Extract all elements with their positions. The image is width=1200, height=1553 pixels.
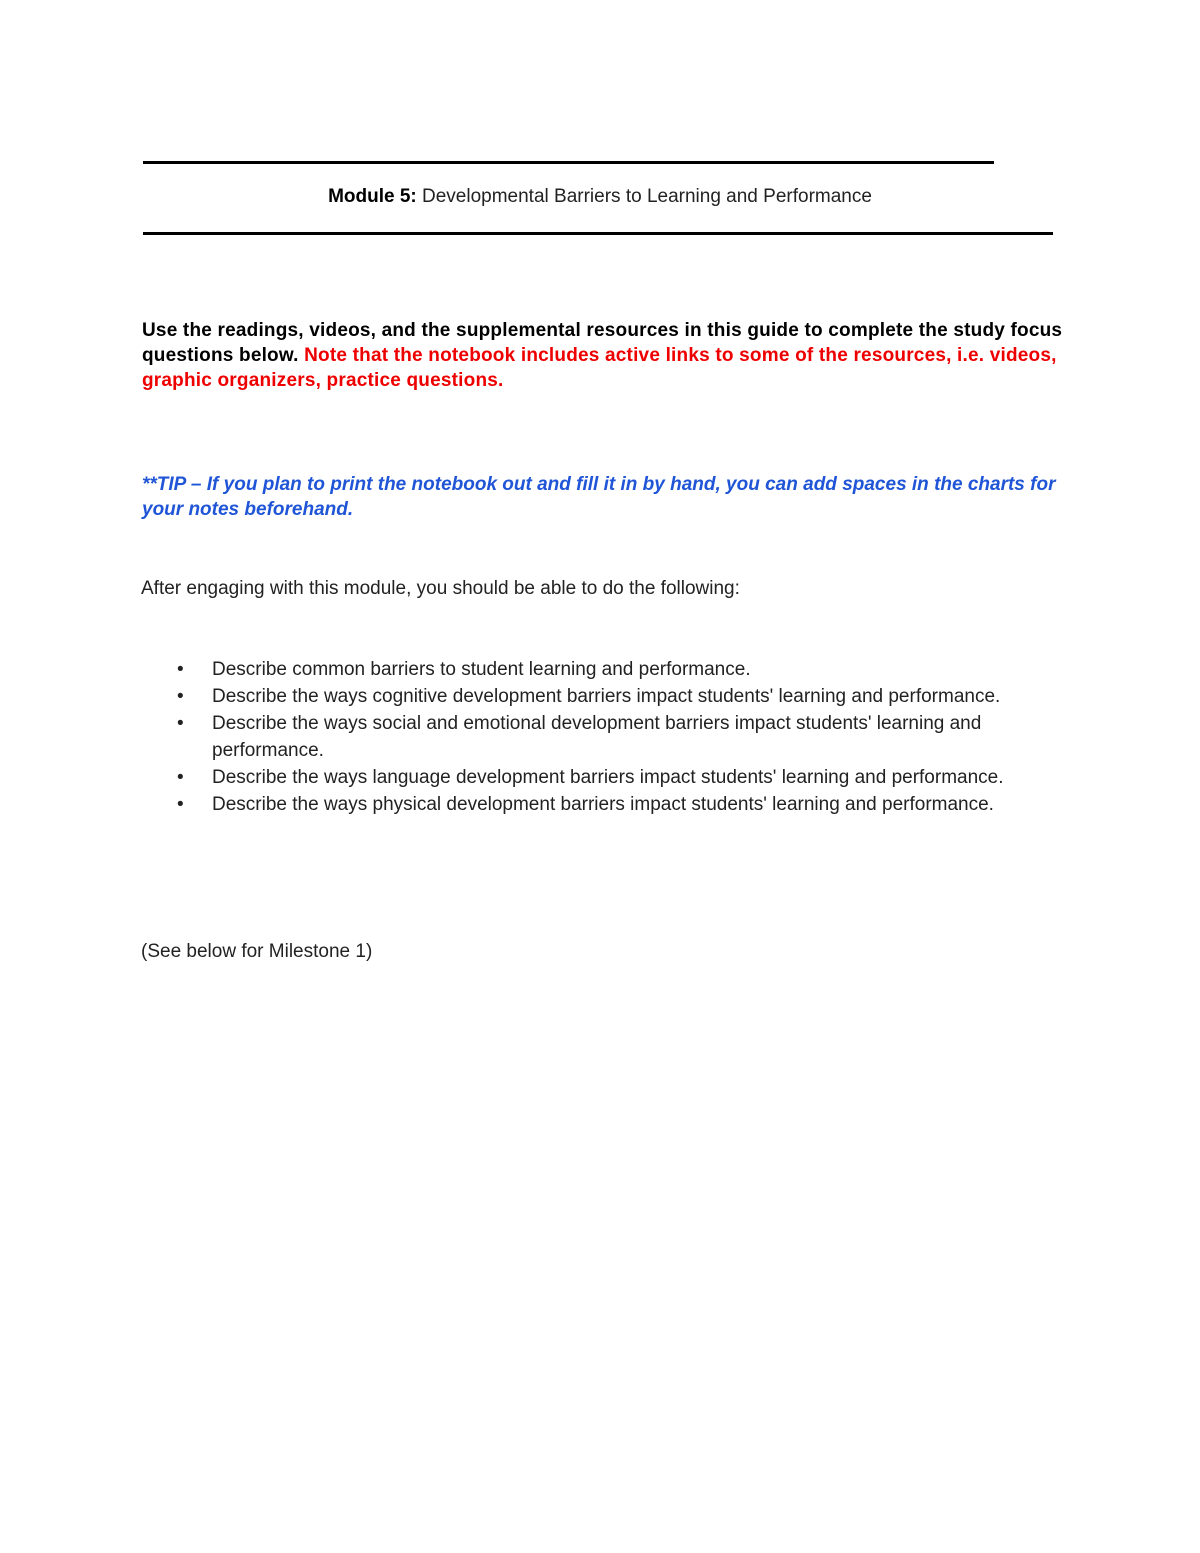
bullet-icon: • bbox=[177, 767, 184, 788]
bullet-icon: • bbox=[177, 686, 184, 707]
list-item bbox=[0, 656, 1062, 683]
intro-text: Use the readings, videos, and the supplemental resources in this guide to complete the study focus questions below. bbox=[142, 320, 1063, 366]
list-item bbox=[0, 764, 1062, 791]
milestone-note: (See below for Milestone 1) bbox=[141, 941, 373, 962]
list-item-text: Describe the ways physical development barriers impact students' learning and performance. bbox=[212, 794, 994, 815]
list-item bbox=[0, 683, 1062, 710]
tip-paragraph: **TIP – If you plan to print the notebook out and fill it in by hand, you can add spaces in the charts for your notes beforehand. bbox=[142, 474, 1056, 520]
list-item bbox=[0, 791, 1062, 818]
list-item-text: Describe the ways language development barriers impact students' learning and performance. bbox=[212, 767, 1004, 788]
intro-paragraph bbox=[142, 318, 1072, 393]
bottom-divider-rule bbox=[143, 232, 1053, 235]
module-label: Module 5: bbox=[328, 186, 417, 207]
list-item-text: Describe the ways social and emotional development barriers impact students' learning and performance. bbox=[212, 713, 982, 761]
bullet-icon: • bbox=[177, 713, 184, 734]
objectives-list bbox=[0, 656, 1062, 818]
top-divider-rule bbox=[143, 161, 994, 164]
intro-highlight-note: Note that the notebook includes active links to some of the resources, i.e. videos, graphic organizers, practice questions. bbox=[142, 345, 1057, 391]
bullet-icon: • bbox=[177, 659, 184, 680]
objectives-lead: After engaging with this module, you should be able to do the following: bbox=[141, 578, 740, 599]
list-item bbox=[0, 710, 1062, 764]
list-item-text: Describe the ways cognitive development barriers impact students' learning and performance. bbox=[212, 686, 1001, 707]
module-heading bbox=[0, 185, 1200, 209]
list-item-text: Describe common barriers to student learning and performance. bbox=[212, 659, 751, 680]
bullet-icon: • bbox=[177, 794, 184, 815]
module-title: Developmental Barriers to Learning and Performance bbox=[422, 186, 872, 207]
